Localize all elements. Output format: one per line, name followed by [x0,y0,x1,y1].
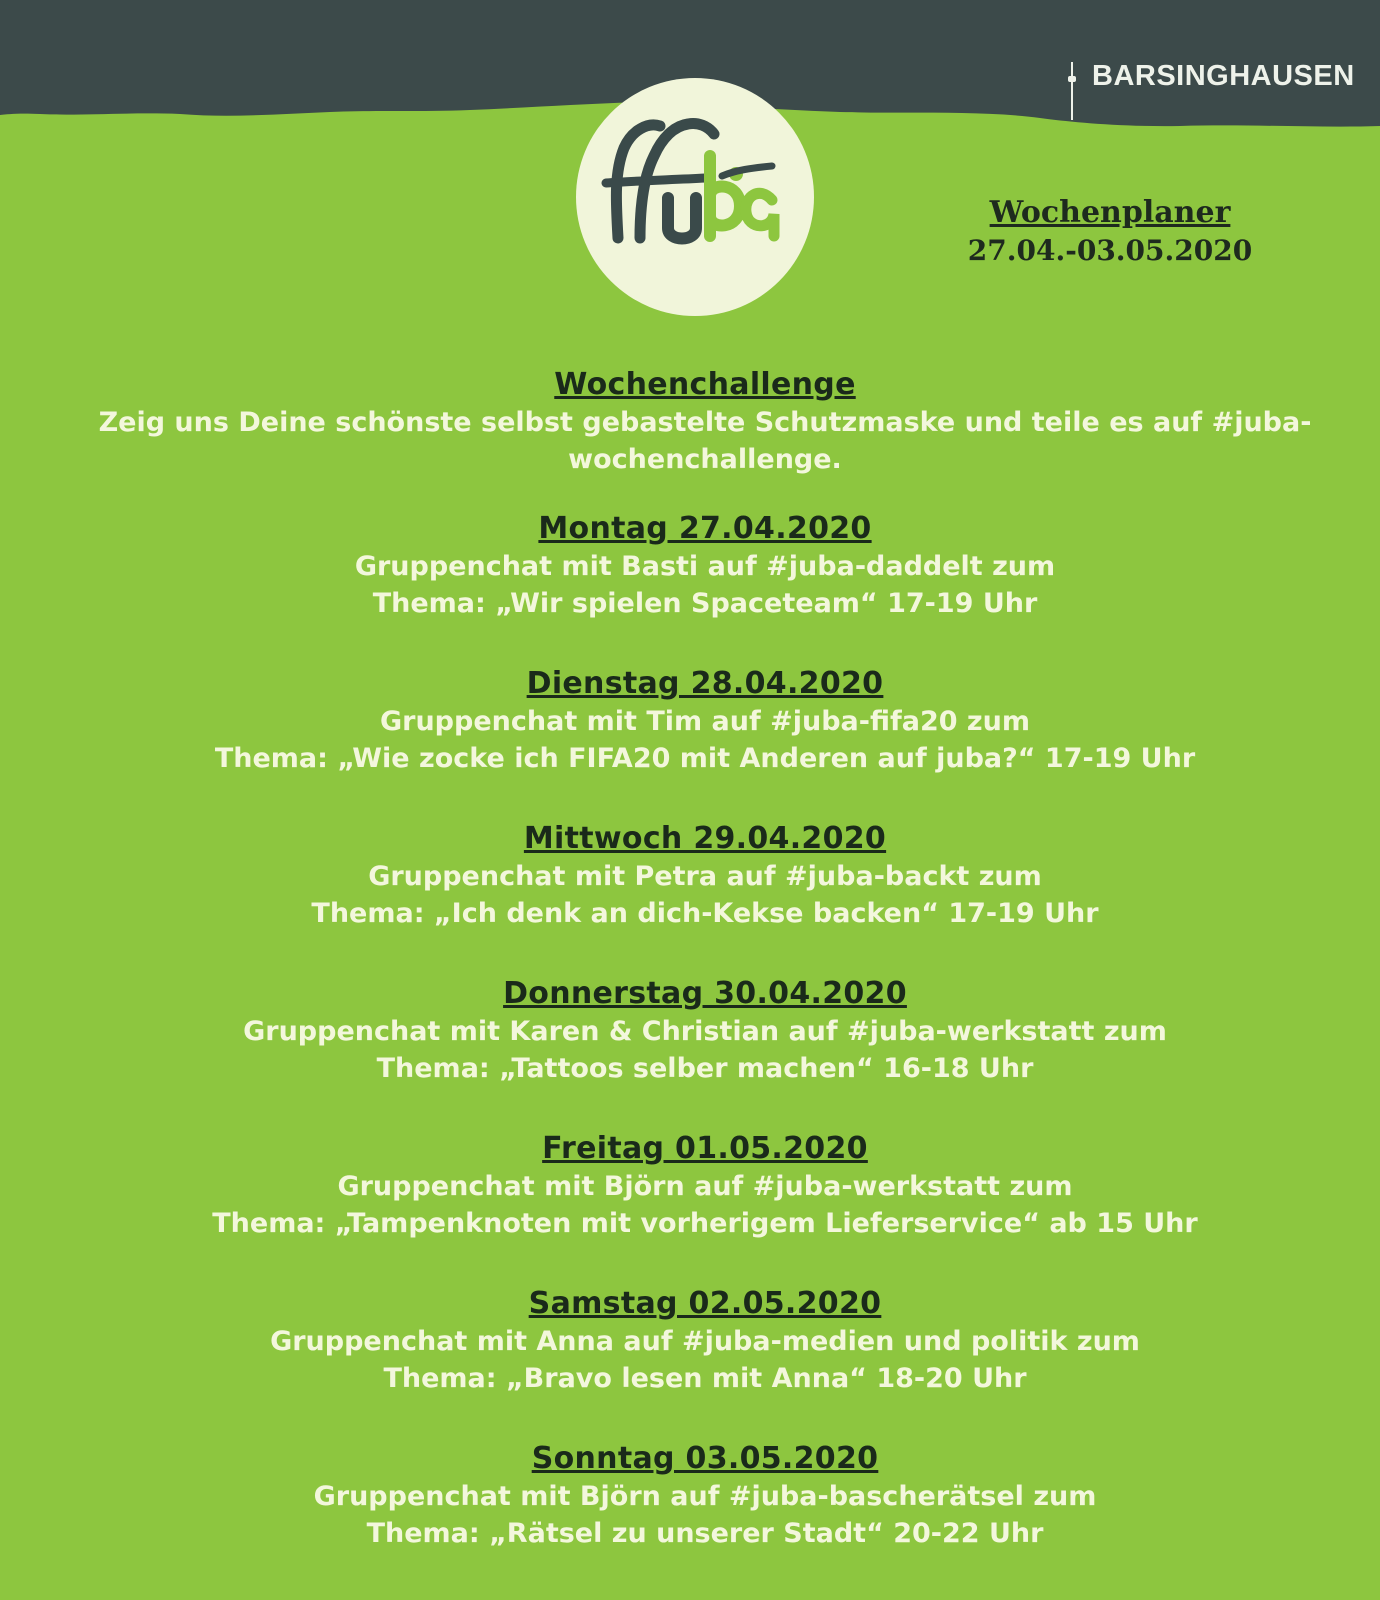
day-chat-line: Gruppenchat mit Petra auf #juba-backt zum [368,861,1042,892]
challenge-section [40,366,1370,478]
day-chat-line: Gruppenchat mit Karen & Christian auf #juba-werkstatt zum [243,1016,1167,1047]
day-topic-line: Thema: „Bravo lesen mit Anna“ 18-20 Uhr [383,1363,1027,1394]
day-topic-line: Thema: „Rätsel zu unserer Stadt“ 20-22 Uhr [366,1518,1044,1549]
juba-logo [576,78,814,316]
brand-name: BARSINGHAUSEN [1092,60,1355,92]
planner-title: Wochenplaner [989,195,1231,230]
day-section [40,1130,1370,1242]
day-heading: Samstag 02.05.2020 [528,1286,882,1321]
day-topic-line: Thema: „Wir spielen Spaceteam“ 17-19 Uhr [372,588,1038,619]
day-heading: Freitag 01.05.2020 [542,1131,868,1166]
day-topic-line: Thema: „Tattoos selber machen“ 16-18 Uhr [376,1053,1034,1084]
day-topic-line: Thema: „Wie zocke ich FIFA20 mit Anderen auf juba?“ 17-19 Uhr [214,743,1196,774]
day-section [40,665,1370,777]
day-chat-line: Gruppenchat mit Björn auf #juba-bascherätsel zum [313,1481,1097,1512]
day-heading: Mittwoch 29.04.2020 [523,821,887,856]
day-chat-line: Gruppenchat mit Anna auf #juba-medien und politik zum [270,1326,1140,1357]
day-chat-line: Gruppenchat mit Basti auf #juba-daddelt zum [354,551,1056,582]
schedule [40,366,1370,1595]
day-section [40,975,1370,1087]
day-heading: Montag 27.04.2020 [538,511,872,546]
day-chat-line: Gruppenchat mit Björn auf #juba-werkstatt zum [337,1171,1073,1202]
day-section [40,1440,1370,1552]
day-section [40,510,1370,622]
planner-date-range: 27.04.-03.05.2020 [967,234,1253,267]
day-heading: Donnerstag 30.04.2020 [503,976,907,1011]
day-topic-line: Thema: „Tampenknoten mit vorherigem Lieferservice“ ab 15 Uhr [212,1208,1198,1239]
day-heading: Dienstag 28.04.2020 [526,666,884,701]
day-chat-line: Gruppenchat mit Tim auf #juba-fifa20 zum [379,706,1030,737]
day-topic-line: Thema: „Ich denk an dich-Kekse backen“ 17-19 Uhr [311,898,1099,929]
day-section [40,820,1370,932]
planner-block [920,194,1300,270]
challenge-text: Zeig uns Deine schönste selbst gebastelte Schutzmaske und teile es auf #juba-wochenchallenge. [98,407,1312,475]
day-heading: Sonntag 03.05.2020 [531,1441,879,1476]
tower-icon [1062,62,1082,120]
day-section [40,1285,1370,1397]
challenge-title: Wochenchallenge [554,367,856,402]
